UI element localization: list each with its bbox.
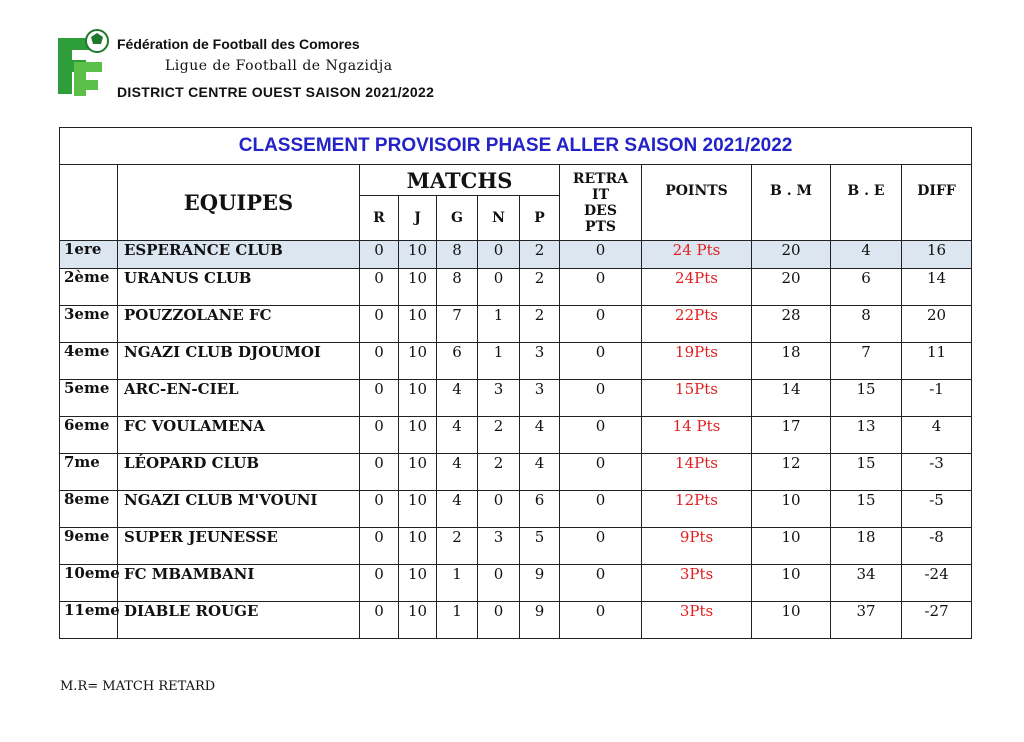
r-cell: 0 bbox=[360, 269, 399, 306]
n-cell: 0 bbox=[478, 602, 520, 639]
federation-logo-icon bbox=[50, 28, 112, 98]
j-cell: 10 bbox=[399, 380, 437, 417]
bm-cell: 14 bbox=[752, 380, 831, 417]
points-cell: 22Pts bbox=[642, 306, 752, 343]
g-cell: 4 bbox=[437, 491, 478, 528]
g-cell: 8 bbox=[437, 269, 478, 306]
be-cell: 4 bbox=[831, 241, 902, 269]
p-cell: 9 bbox=[520, 602, 560, 639]
rank-cell: 5eme bbox=[60, 380, 118, 417]
retrait-cell: 0 bbox=[560, 269, 642, 306]
rank-cell: 2ème bbox=[60, 269, 118, 306]
retrait-cell: 0 bbox=[560, 491, 642, 528]
j-cell: 10 bbox=[399, 417, 437, 454]
retrait-cell: 0 bbox=[560, 417, 642, 454]
be-cell: 13 bbox=[831, 417, 902, 454]
p-cell: 2 bbox=[520, 306, 560, 343]
table-row bbox=[60, 565, 972, 602]
rank-cell: 7me bbox=[60, 454, 118, 491]
retrait-cell: 0 bbox=[560, 306, 642, 343]
points-cell: 24 Pts bbox=[642, 241, 752, 269]
r-cell: 0 bbox=[360, 241, 399, 269]
diff-cell: -27 bbox=[902, 602, 972, 639]
j-cell: 10 bbox=[399, 343, 437, 380]
diff-cell: -24 bbox=[902, 565, 972, 602]
table-row bbox=[60, 241, 972, 269]
team-name: FC VOULAMENA bbox=[118, 417, 360, 454]
be-cell: 34 bbox=[831, 565, 902, 602]
p-cell: 4 bbox=[520, 454, 560, 491]
diff-cell: 20 bbox=[902, 306, 972, 343]
table-row bbox=[60, 602, 972, 639]
team-name: ESPERANCE CLUB bbox=[118, 241, 360, 269]
r-cell: 0 bbox=[360, 343, 399, 380]
rank-cell: 11eme bbox=[60, 602, 118, 639]
p-cell: 2 bbox=[520, 241, 560, 269]
points-cell: 24Pts bbox=[642, 269, 752, 306]
ligue-name: Ligue de Football de Ngazidja bbox=[165, 58, 393, 74]
matchs-header: MATCHS bbox=[360, 165, 560, 196]
j-cell: 10 bbox=[399, 269, 437, 306]
j-header: J bbox=[399, 196, 437, 241]
standings-table bbox=[59, 127, 972, 639]
footnote: M.R= MATCH RETARD bbox=[60, 679, 216, 694]
team-name: LÉOPARD CLUB bbox=[118, 454, 360, 491]
rank-cell: 4eme bbox=[60, 343, 118, 380]
retrait-cell: 0 bbox=[560, 241, 642, 269]
j-cell: 10 bbox=[399, 602, 437, 639]
n-cell: 0 bbox=[478, 269, 520, 306]
r-cell: 0 bbox=[360, 417, 399, 454]
diff-cell: -8 bbox=[902, 528, 972, 565]
n-cell: 3 bbox=[478, 528, 520, 565]
diff-cell: -1 bbox=[902, 380, 972, 417]
n-cell: 1 bbox=[478, 343, 520, 380]
points-header: POINTS bbox=[642, 165, 752, 241]
team-name: DIABLE ROUGE bbox=[118, 602, 360, 639]
rank-cell: 6eme bbox=[60, 417, 118, 454]
be-cell: 8 bbox=[831, 306, 902, 343]
table-row bbox=[60, 491, 972, 528]
j-cell: 10 bbox=[399, 454, 437, 491]
n-cell: 2 bbox=[478, 417, 520, 454]
diff-cell: 4 bbox=[902, 417, 972, 454]
be-cell: 15 bbox=[831, 380, 902, 417]
bm-cell: 20 bbox=[752, 269, 831, 306]
team-name: NGAZI CLUB DJOUMOI bbox=[118, 343, 360, 380]
rank-cell: 3eme bbox=[60, 306, 118, 343]
retrait-header: RETRA IT DES PTS bbox=[560, 165, 642, 241]
diff-cell: 11 bbox=[902, 343, 972, 380]
diff-cell: -5 bbox=[902, 491, 972, 528]
table-title: CLASSEMENT PROVISOIR PHASE ALLER SAISON 2021/2022 bbox=[60, 128, 972, 165]
rank-cell: 8eme bbox=[60, 491, 118, 528]
table-row bbox=[60, 343, 972, 380]
equipes-header: EQUIPES bbox=[118, 165, 360, 241]
be-cell: 15 bbox=[831, 454, 902, 491]
p-cell: 9 bbox=[520, 565, 560, 602]
g-cell: 4 bbox=[437, 454, 478, 491]
n-cell: 0 bbox=[478, 565, 520, 602]
retrait-cell: 0 bbox=[560, 380, 642, 417]
n-cell: 0 bbox=[478, 241, 520, 269]
j-cell: 10 bbox=[399, 565, 437, 602]
bm-header: B . M bbox=[752, 165, 831, 241]
team-name: FC MBAMBANI bbox=[118, 565, 360, 602]
n-cell: 2 bbox=[478, 454, 520, 491]
table-row bbox=[60, 306, 972, 343]
retrait-cell: 0 bbox=[560, 602, 642, 639]
diff-cell: 14 bbox=[902, 269, 972, 306]
p-header: P bbox=[520, 196, 560, 241]
retrait-cell: 0 bbox=[560, 454, 642, 491]
p-cell: 3 bbox=[520, 343, 560, 380]
points-cell: 15Pts bbox=[642, 380, 752, 417]
j-cell: 10 bbox=[399, 241, 437, 269]
be-cell: 18 bbox=[831, 528, 902, 565]
bm-cell: 18 bbox=[752, 343, 831, 380]
r-cell: 0 bbox=[360, 380, 399, 417]
retrait-cell: 0 bbox=[560, 565, 642, 602]
table-row bbox=[60, 417, 972, 454]
diff-header: DIFF bbox=[902, 165, 972, 241]
table-row bbox=[60, 269, 972, 306]
p-cell: 4 bbox=[520, 417, 560, 454]
g-cell: 2 bbox=[437, 528, 478, 565]
points-cell: 12Pts bbox=[642, 491, 752, 528]
g-cell: 4 bbox=[437, 417, 478, 454]
r-cell: 0 bbox=[360, 306, 399, 343]
p-cell: 3 bbox=[520, 380, 560, 417]
bm-cell: 10 bbox=[752, 528, 831, 565]
bm-cell: 10 bbox=[752, 491, 831, 528]
rank-cell: 9eme bbox=[60, 528, 118, 565]
bm-cell: 17 bbox=[752, 417, 831, 454]
points-cell: 9Pts bbox=[642, 528, 752, 565]
be-header: B . E bbox=[831, 165, 902, 241]
table-row bbox=[60, 454, 972, 491]
g-cell: 4 bbox=[437, 380, 478, 417]
r-cell: 0 bbox=[360, 602, 399, 639]
rank-cell: 1ere bbox=[60, 241, 118, 269]
diff-cell: -3 bbox=[902, 454, 972, 491]
j-cell: 10 bbox=[399, 528, 437, 565]
points-cell: 14 Pts bbox=[642, 417, 752, 454]
points-cell: 3Pts bbox=[642, 602, 752, 639]
bm-cell: 10 bbox=[752, 565, 831, 602]
g-cell: 6 bbox=[437, 343, 478, 380]
p-cell: 2 bbox=[520, 269, 560, 306]
be-cell: 7 bbox=[831, 343, 902, 380]
diff-cell: 16 bbox=[902, 241, 972, 269]
rank-header bbox=[60, 165, 118, 241]
n-cell: 3 bbox=[478, 380, 520, 417]
team-name: POUZZOLANE FC bbox=[118, 306, 360, 343]
n-header: N bbox=[478, 196, 520, 241]
g-cell: 1 bbox=[437, 602, 478, 639]
g-cell: 1 bbox=[437, 565, 478, 602]
r-cell: 0 bbox=[360, 454, 399, 491]
points-cell: 3Pts bbox=[642, 565, 752, 602]
table-row bbox=[60, 528, 972, 565]
points-cell: 14Pts bbox=[642, 454, 752, 491]
bm-cell: 10 bbox=[752, 602, 831, 639]
team-name: ARC-EN-CIEL bbox=[118, 380, 360, 417]
federation-name: Fédération de Football des Comores bbox=[117, 36, 360, 52]
g-cell: 8 bbox=[437, 241, 478, 269]
n-cell: 0 bbox=[478, 491, 520, 528]
standings-rows bbox=[60, 241, 972, 639]
g-cell: 7 bbox=[437, 306, 478, 343]
document-header bbox=[50, 28, 650, 108]
bm-cell: 28 bbox=[752, 306, 831, 343]
bm-cell: 20 bbox=[752, 241, 831, 269]
be-cell: 37 bbox=[831, 602, 902, 639]
district-season: DISTRICT CENTRE OUEST SAISON 2021/2022 bbox=[117, 84, 435, 100]
r-header: R bbox=[360, 196, 399, 241]
p-cell: 6 bbox=[520, 491, 560, 528]
retrait-cell: 0 bbox=[560, 528, 642, 565]
be-cell: 6 bbox=[831, 269, 902, 306]
team-name: SUPER JEUNESSE bbox=[118, 528, 360, 565]
team-name: NGAZI CLUB M'VOUNI bbox=[118, 491, 360, 528]
rank-cell: 10eme bbox=[60, 565, 118, 602]
table-row bbox=[60, 380, 972, 417]
be-cell: 15 bbox=[831, 491, 902, 528]
points-cell: 19Pts bbox=[642, 343, 752, 380]
g-header: G bbox=[437, 196, 478, 241]
bm-cell: 12 bbox=[752, 454, 831, 491]
j-cell: 10 bbox=[399, 491, 437, 528]
retrait-cell: 0 bbox=[560, 343, 642, 380]
r-cell: 0 bbox=[360, 565, 399, 602]
n-cell: 1 bbox=[478, 306, 520, 343]
p-cell: 5 bbox=[520, 528, 560, 565]
j-cell: 10 bbox=[399, 306, 437, 343]
team-name: URANUS CLUB bbox=[118, 269, 360, 306]
r-cell: 0 bbox=[360, 491, 399, 528]
r-cell: 0 bbox=[360, 528, 399, 565]
